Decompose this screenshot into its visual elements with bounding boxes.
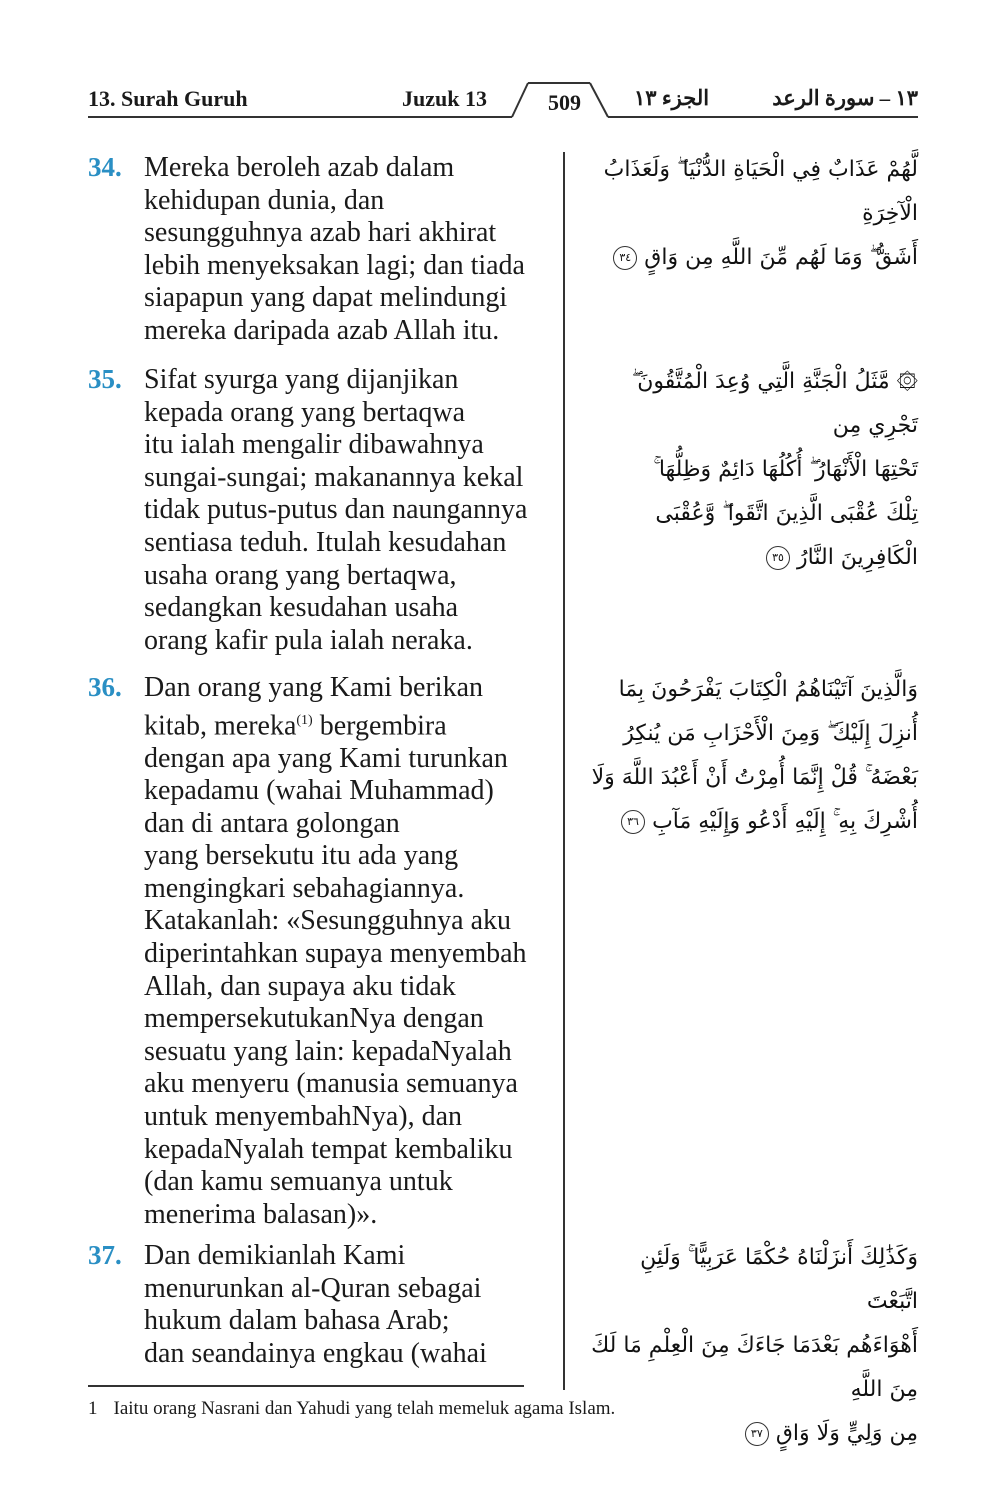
verse-36	[88, 672, 558, 1231]
verse-number: 36.	[88, 672, 122, 702]
verse-34	[88, 152, 558, 348]
arabic-text: ۞ مَّثَلُ الْجَنَّةِ الَّتِي وُعِدَ الْمُتَّقُونَ ۖ تَجْرِي مِن تَحْتِهَا الْأَنْهَارُ ۖ أُكُلُهَا دَائِمٌ وَظِلُّهَا ۚ تِلْكَ عُقْبَى الَّذِينَ اتَّقَوا ۖ وَّعُقْبَى الْكَافِرِينَ النَّارُ	[631, 369, 918, 570]
arabic-surah-title: ١٣ – سورة الرعد	[772, 86, 918, 110]
verse-text-part: Dan orang yang Kami berikan kitab, mereka	[144, 672, 483, 741]
surah-title: 13. Surah Guruh	[88, 86, 248, 111]
footnote-text: Iaitu orang Nasrani dan Yahudi yang telah memeluk agama Islam.	[113, 1398, 616, 1419]
verse-number: 34.	[88, 152, 122, 182]
arabic-text: لَّهُمْ عَذَابٌ فِي الْحَيَاةِ الدُّنْيَا ۖ وَلَعَذَابُ الْآخِرَةِ أَشَقُّ ۖ وَمَا لَهُم مِّنَ اللَّهِ مِن وَاقٍ	[603, 157, 918, 270]
juzuk-label: Juzuk 13	[402, 86, 487, 111]
footnote-number: 1	[88, 1398, 98, 1419]
ayah-marker: ٣٤	[613, 246, 637, 270]
page-number: 509	[548, 90, 581, 115]
arabic-text: وَالَّذِينَ آتَيْنَاهُمُ الْكِتَابَ يَفْرَحُونَ بِمَا أُنزِلَ إِلَيْكَ ۖ وَمِنَ الْأَحْزَابِ مَن يُنكِرُ بَعْضَهُ ۚ قُلْ إِنَّمَا أُمِرْتُ أَنْ أَعْبُدَ اللَّهَ وَلَا أُشْرِكَ بِهِ ۚ إِلَيْهِ أَدْعُو وَإِلَيْهِ مَآبِ	[591, 677, 918, 834]
verse-translation	[144, 672, 558, 1231]
verse-number: 37.	[88, 1240, 122, 1270]
footnote-ref[interactable]: (1)	[296, 712, 313, 728]
arabic-text: وَكَذَٰلِكَ أَنزَلْنَاهُ حُكْمًا عَرَبِيًّا ۚ وَلَئِنِ اتَّبَعْتَ أَهْوَاءَهُم بَعْدَمَا جَاءَكَ مِنَ الْعِلْمِ مَا لَكَ مِنَ اللَّهِ مِن وَلِيٍّ وَلَا وَاقٍ	[591, 1245, 918, 1446]
arabic-verse-34	[588, 148, 918, 280]
footnote-divider	[88, 1385, 524, 1387]
verse-translation: Mereka beroleh azab dalam kehidupan dunia, dan sesungguhnya azab hari akhirat lebih menyeksakan lagi; dan tiada siapapun yang dapat melindungi mereka daripada azab Allah itu.	[144, 152, 525, 346]
verse-translation: Sifat syurga yang dijanjikan kepada orang yang bertaqwa itu ialah mengalir dibawahnya sungai-sungai; makanannya kekal tidak putus-putus dan naungannya sentiasa teduh. Itulah kesudahan usaha orang yang bertaqwa, sedangkan kesudahan usaha orang kafir pula ialah neraka.	[144, 364, 528, 656]
footnote	[88, 1398, 615, 1420]
arabic-verse-35	[588, 360, 918, 580]
ayah-marker: ٣٧	[745, 1422, 769, 1446]
ayah-marker: ٣٥	[766, 546, 790, 570]
verse-35	[88, 364, 558, 657]
verse-number: 35.	[88, 364, 122, 394]
page-header	[0, 0, 1000, 130]
column-divider	[563, 152, 565, 1390]
verse-translation: Dan demikianlah Kami menurunkan al-Quran sebagai hukum dalam bahasa Arab; dan seandainya engkau (wahai	[144, 1240, 487, 1369]
verse-text-part: bergembira dengan apa yang Kami turunkan kepadamu (wahai Muhammad) dan di antara golongan yang bersekutu itu ada yang mengingkari sebahagiannya. Katakanlah: «Sesungguhnya aku diperintahkan supaya menyembah Allah, dan supaya aku tidak mempersekutukanNya dengan sesuatu yang lain: kepadaNyalah aku menyeru (manusia semuanya untuk menyembahNya), dan kepadaNyalah tempat kembaliku (dan kamu semuanya untuk menerima balasan)».	[144, 709, 527, 1230]
ayah-marker: ٣٦	[621, 810, 645, 834]
arabic-verse-37	[588, 1236, 918, 1456]
arabic-juz-label: الجزء ١٣	[634, 86, 710, 110]
verse-37	[88, 1240, 558, 1370]
arabic-verse-36	[588, 668, 918, 844]
